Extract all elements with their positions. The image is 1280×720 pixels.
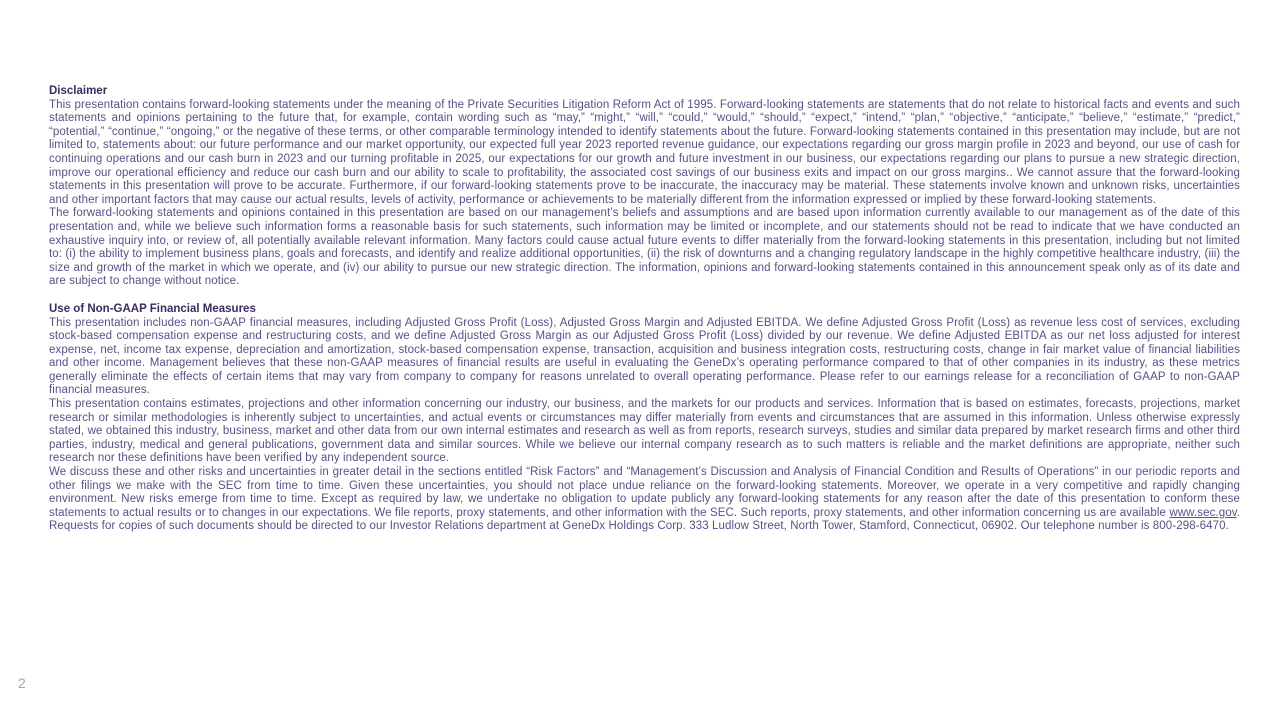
closing-text-after-link: . Requests for copies of such documents should be directed to our Investor Relations department at GeneDx Holdings Corp. 333 Ludlow Street, North Tower, Stamford, Connecticut, 06902. Our telephone number is 800-298-6470. (49, 506, 1240, 533)
management-beliefs-paragraph: The forward-looking statements and opinions contained in this presentation are based on our management’s beliefs and assumptions and are based upon information currently available to our management as of the date of this presentation and, while we believe such information forms a reasonable basis for such statements, such information may be limited or incomplete, and our statements should not be read to indicate that we have conducted an exhaustive inquiry into, or review of, all potentially available relevant information. Many factors could cause actual future events to differ materially from the forward-looking statements in this presentation, including but not limited to: (i) the ability to implement business plans, goals and forecasts, and identify and realize additional opportunities, (ii) the risk of downturns and a changing regulatory landscape in the highly competitive healthcare industry, (iii) the size and growth of the market in which we operate, and (iv) our ability to pursue our new strategic direction. The information, opinions and forward-looking statements contained in this announcement speak only as of its date and are subject to change without notice. (49, 207, 1240, 288)
section-disclaimer (49, 85, 1240, 289)
sec-gov-link[interactable]: www.sec.gov (1169, 506, 1237, 519)
section-non-gaap (49, 303, 1240, 534)
disclaimer-content (49, 85, 1240, 534)
closing-text-before-link: We discuss these and other risks and uncertainties in greater detail in the sections entitled “Risk Factors” and “Management’s Discussion and Analysis of Financial Condition and Results of Operations” in our periodic reports and other filings we make with the SEC from time to time. Given these uncertainties, you should not place undue reliance on the forward-looking statements. Moreover, we operate in a very competitive and rapidly changing environment. New risks emerge from time to time. Except as required by law, we undertake no obligation to update publicly any forward-looking statements for any reason after the date of this presentation to conform these statements to actual results or to changes in our expectations. We file reports, proxy statements, and other information with the SEC. Such reports, proxy statements, and other information concerning us are available (49, 466, 1240, 519)
risks-and-contact-paragraph (49, 466, 1240, 534)
non-gaap-measures-paragraph: This presentation includes non-GAAP financial measures, including Adjusted Gross Profit (Loss), Adjusted Gross Margin and Adjusted EBITDA. We define Adjusted Gross Profit (Loss) as revenue less cost of services, excluding stock-based compensation expense and restructuring costs, and we define Adjusted Gross Margin as our Adjusted Gross Profit (Loss) divided by our revenue. We define Adjusted EBITDA as our net loss adjusted for interest expense, net, income tax expense, depreciation and amortization, stock-based compensation expense, transaction, acquisition and business integration costs, restructuring costs, change in fair market value of financial liabilities and other income. Management believes that these non-GAAP measures of financial results are useful in evaluating the GeneDx’s operating performance compared to that of other companies in its industry, as these metrics generally eliminate the effects of certain items that may vary from company to company for reasons unrelated to overall operating performance. Please refer to our earnings release for a reconciliation of GAAP to non-GAAP financial measures. (49, 316, 1240, 397)
non-gaap-heading: Use of Non-GAAP Financial Measures (49, 302, 256, 315)
disclaimer-heading: Disclaimer (49, 85, 108, 97)
page-number: 2 (18, 675, 26, 691)
forward-looking-statements-paragraph: This presentation contains forward-looking statements under the meaning of the Private Securities Litigation Reform Act of 1995. Forward-looking statements are statements that do not relate to historical facts and events and such statements and opinions pertaining to the future that, for example, contain wording such as “may,” “might,” “will,” “could,” “would,” “should,” “expect,” “intend,” “plan,” “objective,” “anticipate,” “believe,” “estimate,” “predict,” “potential,” “continue,” “ongoing,” or the negative of these terms, or other comparable terminology intended to identify statements about the future. Forward-looking statements contained in this presentation may include, but are not limited to, statements about: our future performance and our market opportunity, our expected full year 2023 reported revenue guidance, our expectations regarding our gross margin profile in 2023 and beyond, our use of cash for continuing operations and our cash burn in 2023 and our turning profitable in 2025, our expectations for our growth and future investment in our business, our expectations regarding our plans to pursue a new strategic direction, improve our operational efficiency and reduce our cash burn and our ability to scale to profitability, the associated cost savings of our business exits and impact on our gross margins.. We cannot assure that the forward-looking statements in this presentation will prove to be accurate. Furthermore, if our forward-looking statements prove to be inaccurate, the inaccuracy may be material. These statements involve known and unknown risks, uncertainties and other important factors that may cause our actual results, levels of activity, performance or achievements to be materially different from the information expressed or implied by these forward-looking statements. (49, 98, 1240, 206)
estimates-projections-paragraph: This presentation contains estimates, projections and other information concerning our industry, our business, and the markets for our products and services. Information that is based on estimates, forecasts, projections, market research or similar methodologies is inherently subject to uncertainties, and actual events or circumstances may differ materially from events and circumstances that are assumed in this information. Unless otherwise expressly stated, we obtained this industry, business, market and other data from our own internal estimates and research as well as from reports, research surveys, studies and similar data prepared by market research firms and other third parties, industry, medical and general publications, government data and similar sources. While we believe our internal company research as to such matters is reliable and the market definitions are appropriate, neither such research nor these definitions have been verified by any independent source. (49, 398, 1240, 465)
